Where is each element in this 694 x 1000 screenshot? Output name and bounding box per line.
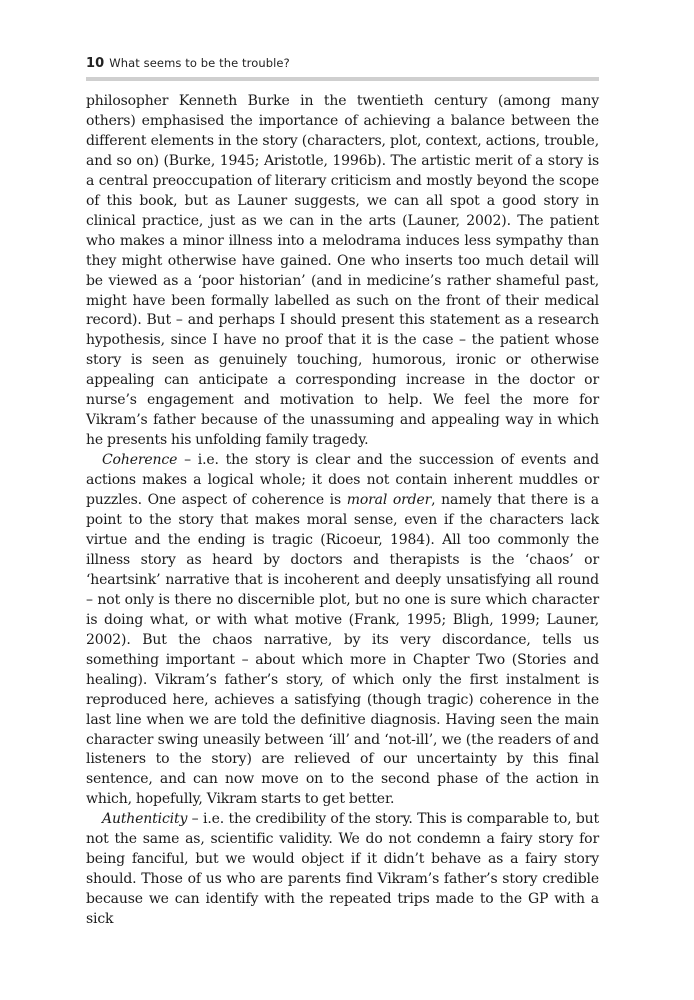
italic-term: Authenticity — [102, 811, 188, 828]
paragraph — [86, 451, 599, 810]
chapter-title: What seems to be the trouble? — [109, 56, 290, 70]
paragraph — [86, 810, 599, 930]
text-segment: – i.e. the credibility of the story. This is comparable to, but not the same as, scientific validity. We do not condemn a fairy story for being fanciful, but we would object if it didn’t behave as a fairy story should. Those of us who are parents find Vikram’s father’s story credible because we can identify with the repeated trips made to the GP with a sick — [86, 811, 599, 928]
body-text — [86, 92, 599, 930]
paragraph — [86, 92, 599, 451]
text-segment: , namely that there is a point to the story that makes moral sense, even if the characters lack virtue and the ending is tragic (Ricoeur, 1984). All too commonly the illness story as heard by doctors and therapists is the ‘chaos’ or ‘heartsink’ narrative that is incoherent and deeply unsatisfying all round – not only is there no discernible plot, but no one is sure which character is doing what, or with what motive (Frank, 1995; Bligh, 1999; Launer, 2002). But the chaos narrative, by its very discordance, tells us something important – about which more in Chapter Two (Stories and healing). Vikram’s father’s story, of which only the first instalment is reproduced here, achieves a satisfying (though tragic) coherence in the last line when we are told the definitive diagnosis. Having seen the main character swing uneasily between ‘ill’ and ‘not-ill’, we (the readers of and listeners to the story) are relieved of our uncertainty by this final sentence, and can now move on to the second phase of the action in which, hopefully, Vikram starts to get better. — [86, 492, 599, 808]
header-rule — [86, 77, 599, 81]
text-segment: philosopher Kenneth Burke in the twentieth century (among many others) emphasised the importance of achieving a balance between the different elements in the story (characters, plot, context, actions, trouble, and so on) (Burke, 1945; Aristotle, 1996b). The artistic merit of a story is a central preoccupation of literary criticism and mostly beyond the scope of this book, but as Launer suggests, we can all spot a good story in clinical practice, just as we can in the arts (Launer, 2002). The patient who makes a minor illness into a melodrama induces less sympathy than they might otherwise have gained. One who inserts too much detail will be viewed as a ‘poor historian’ (and in medicine’s rather shameful past, might have been formally labelled as such on the front of their medical record). But – and perhaps I should present this statement as a research hypothesis, since I have no proof that it is the case – the patient whose story is seen as genuinely touching, humorous, ironic or otherwise appealing can anticipate a corresponding increase in the doctor or nurse’s engagement and motivation to help. We feel the more for Vikram’s father because of the unassuming and appealing way in which he presents his unfolding family tragedy. — [86, 93, 599, 449]
italic-term: Coherence — [102, 452, 178, 469]
text-segment: – i.e. the story is clear and the succession of events and actions makes a logical whole; it does not contain inherent muddles or puzzles. One aspect of coherence is — [86, 452, 599, 509]
italic-term: moral order — [346, 492, 432, 509]
page-number: 10 — [86, 56, 105, 71]
running-head — [86, 56, 290, 71]
